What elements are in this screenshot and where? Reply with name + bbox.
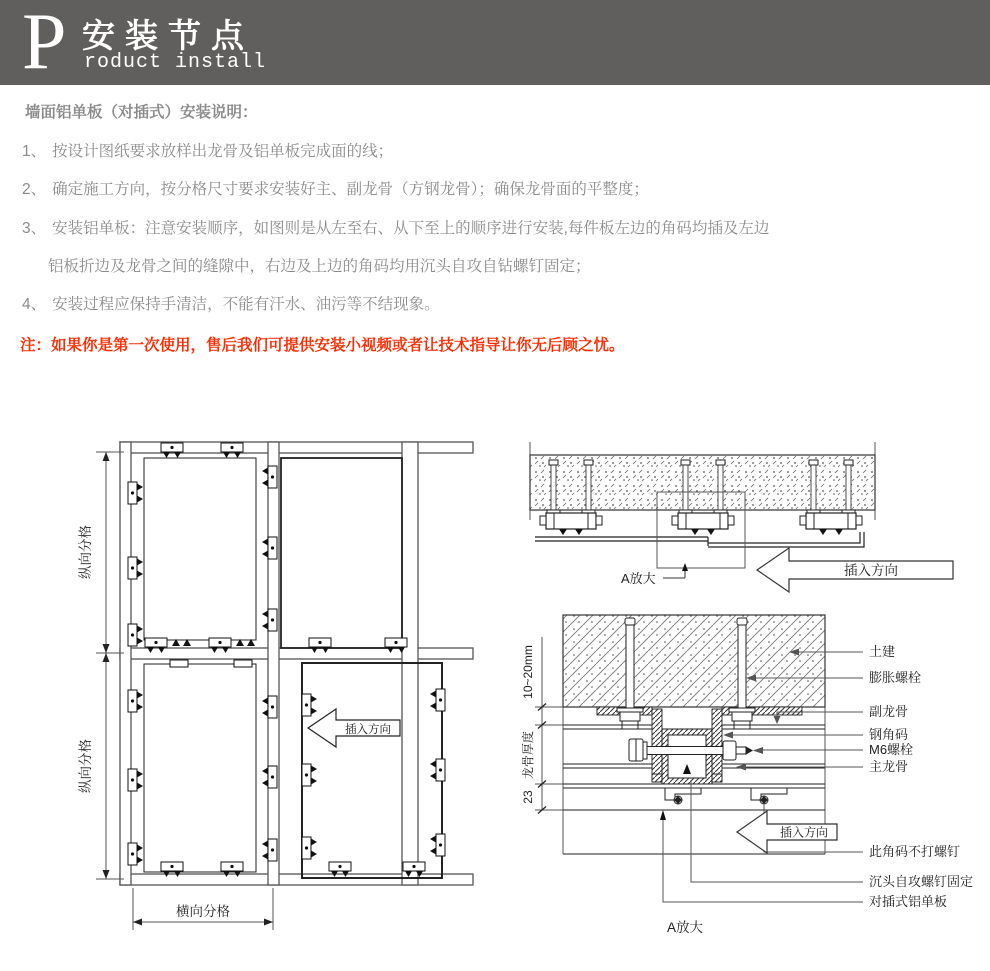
dim-23-label: 23 <box>521 790 535 804</box>
insert-direction-label: 插入方向 <box>844 563 898 578</box>
dim-keel-thickness-label: 龙骨厚度 <box>521 730 535 780</box>
label-sub-keel: 副龙骨 <box>869 704 909 719</box>
detail-a-diagram <box>505 612 990 947</box>
main-keel-tube <box>662 729 712 784</box>
logo-letter: P <box>22 0 67 86</box>
detail-callout-leader <box>663 563 688 578</box>
ceiling-section-diagram <box>505 440 990 600</box>
dim-vertical-top-label: 纵向分格 <box>78 525 93 579</box>
left-dimension <box>535 637 563 810</box>
step-text: 按设计图纸要求放样出龙骨及铝单板完成面的线； <box>52 143 394 160</box>
panel-grid-diagram <box>60 430 480 950</box>
label-expansion-bolt: 膨胀螺栓 <box>869 670 922 685</box>
install-step-1 <box>22 139 393 161</box>
concrete-structure <box>563 615 825 707</box>
concrete-slab <box>530 455 875 510</box>
insert-direction-label: 插入方向 <box>779 825 829 840</box>
label-insert-panel: 对插式铝单板 <box>869 894 948 909</box>
detail-ref-label: A放大 <box>621 571 656 586</box>
dim-horizontal-label: 横向分格 <box>176 904 230 919</box>
step-text: 安装过程应保持手清洁，不能有汗水、油污等不结现象。 <box>52 296 440 313</box>
install-step-2 <box>22 177 649 199</box>
install-step-4 <box>22 292 440 314</box>
page-subtitle: roduct install <box>84 51 267 74</box>
insert-direction-label: 插入方向 <box>345 724 391 736</box>
install-step-3-cont: 铝板折边及龙骨之间的缝隙中，右边及上边的角码均用沉头自攻自钻螺钉固定； <box>48 258 591 275</box>
step-number: 2、 <box>22 181 47 198</box>
step-number: 1、 <box>22 143 47 160</box>
install-step-3 <box>22 216 769 238</box>
label-countersunk-screw: 沉头自攻螺钉固定 <box>869 874 974 889</box>
angle-code-clips <box>128 443 445 877</box>
detail-ref-label: A放大 <box>666 920 704 935</box>
insert-direction-arrow <box>757 548 953 592</box>
page-title: 安装节点 <box>82 17 254 54</box>
step-text: 确定施工方向，按分格尺寸要求安装好主、副龙骨（方钢龙骨）；确保龙骨面的平整度； <box>52 181 649 198</box>
panel-lines <box>563 784 825 854</box>
step-text: 安装铝单板：注意安装顺序，如图则是从左至右、从下至上的顺序进行安装,每件板左边的角码均插及左边 <box>52 220 770 237</box>
step-number: 4、 <box>22 296 47 313</box>
dim-vertical-bottom-label: 纵向分格 <box>78 739 93 793</box>
header-banner <box>0 0 990 85</box>
label-m6-bolt: M6螺栓 <box>869 742 914 757</box>
panel-lines <box>535 532 864 547</box>
dim-gap-label: 10~20mm <box>521 645 535 699</box>
label-steel-angle: 钢角码 <box>869 727 909 742</box>
install-intro: 墙面铝单板（对插式）安装说明： <box>25 104 258 121</box>
label-no-screw-angle: 此角码不打螺钉 <box>869 844 961 859</box>
after-sales-note: 注：如果你是第一次使用，售后我们可提供安装小视频或者让技术指导让你无后顾之忧。 <box>20 337 625 354</box>
label-civil-structure: 土建 <box>869 644 896 659</box>
aluminum-panels <box>144 458 442 878</box>
label-main-keel: 主龙骨 <box>869 759 909 774</box>
insert-direction-arrow <box>737 811 837 853</box>
insert-direction-arrow <box>308 709 400 747</box>
step-number: 3、 <box>22 220 47 237</box>
